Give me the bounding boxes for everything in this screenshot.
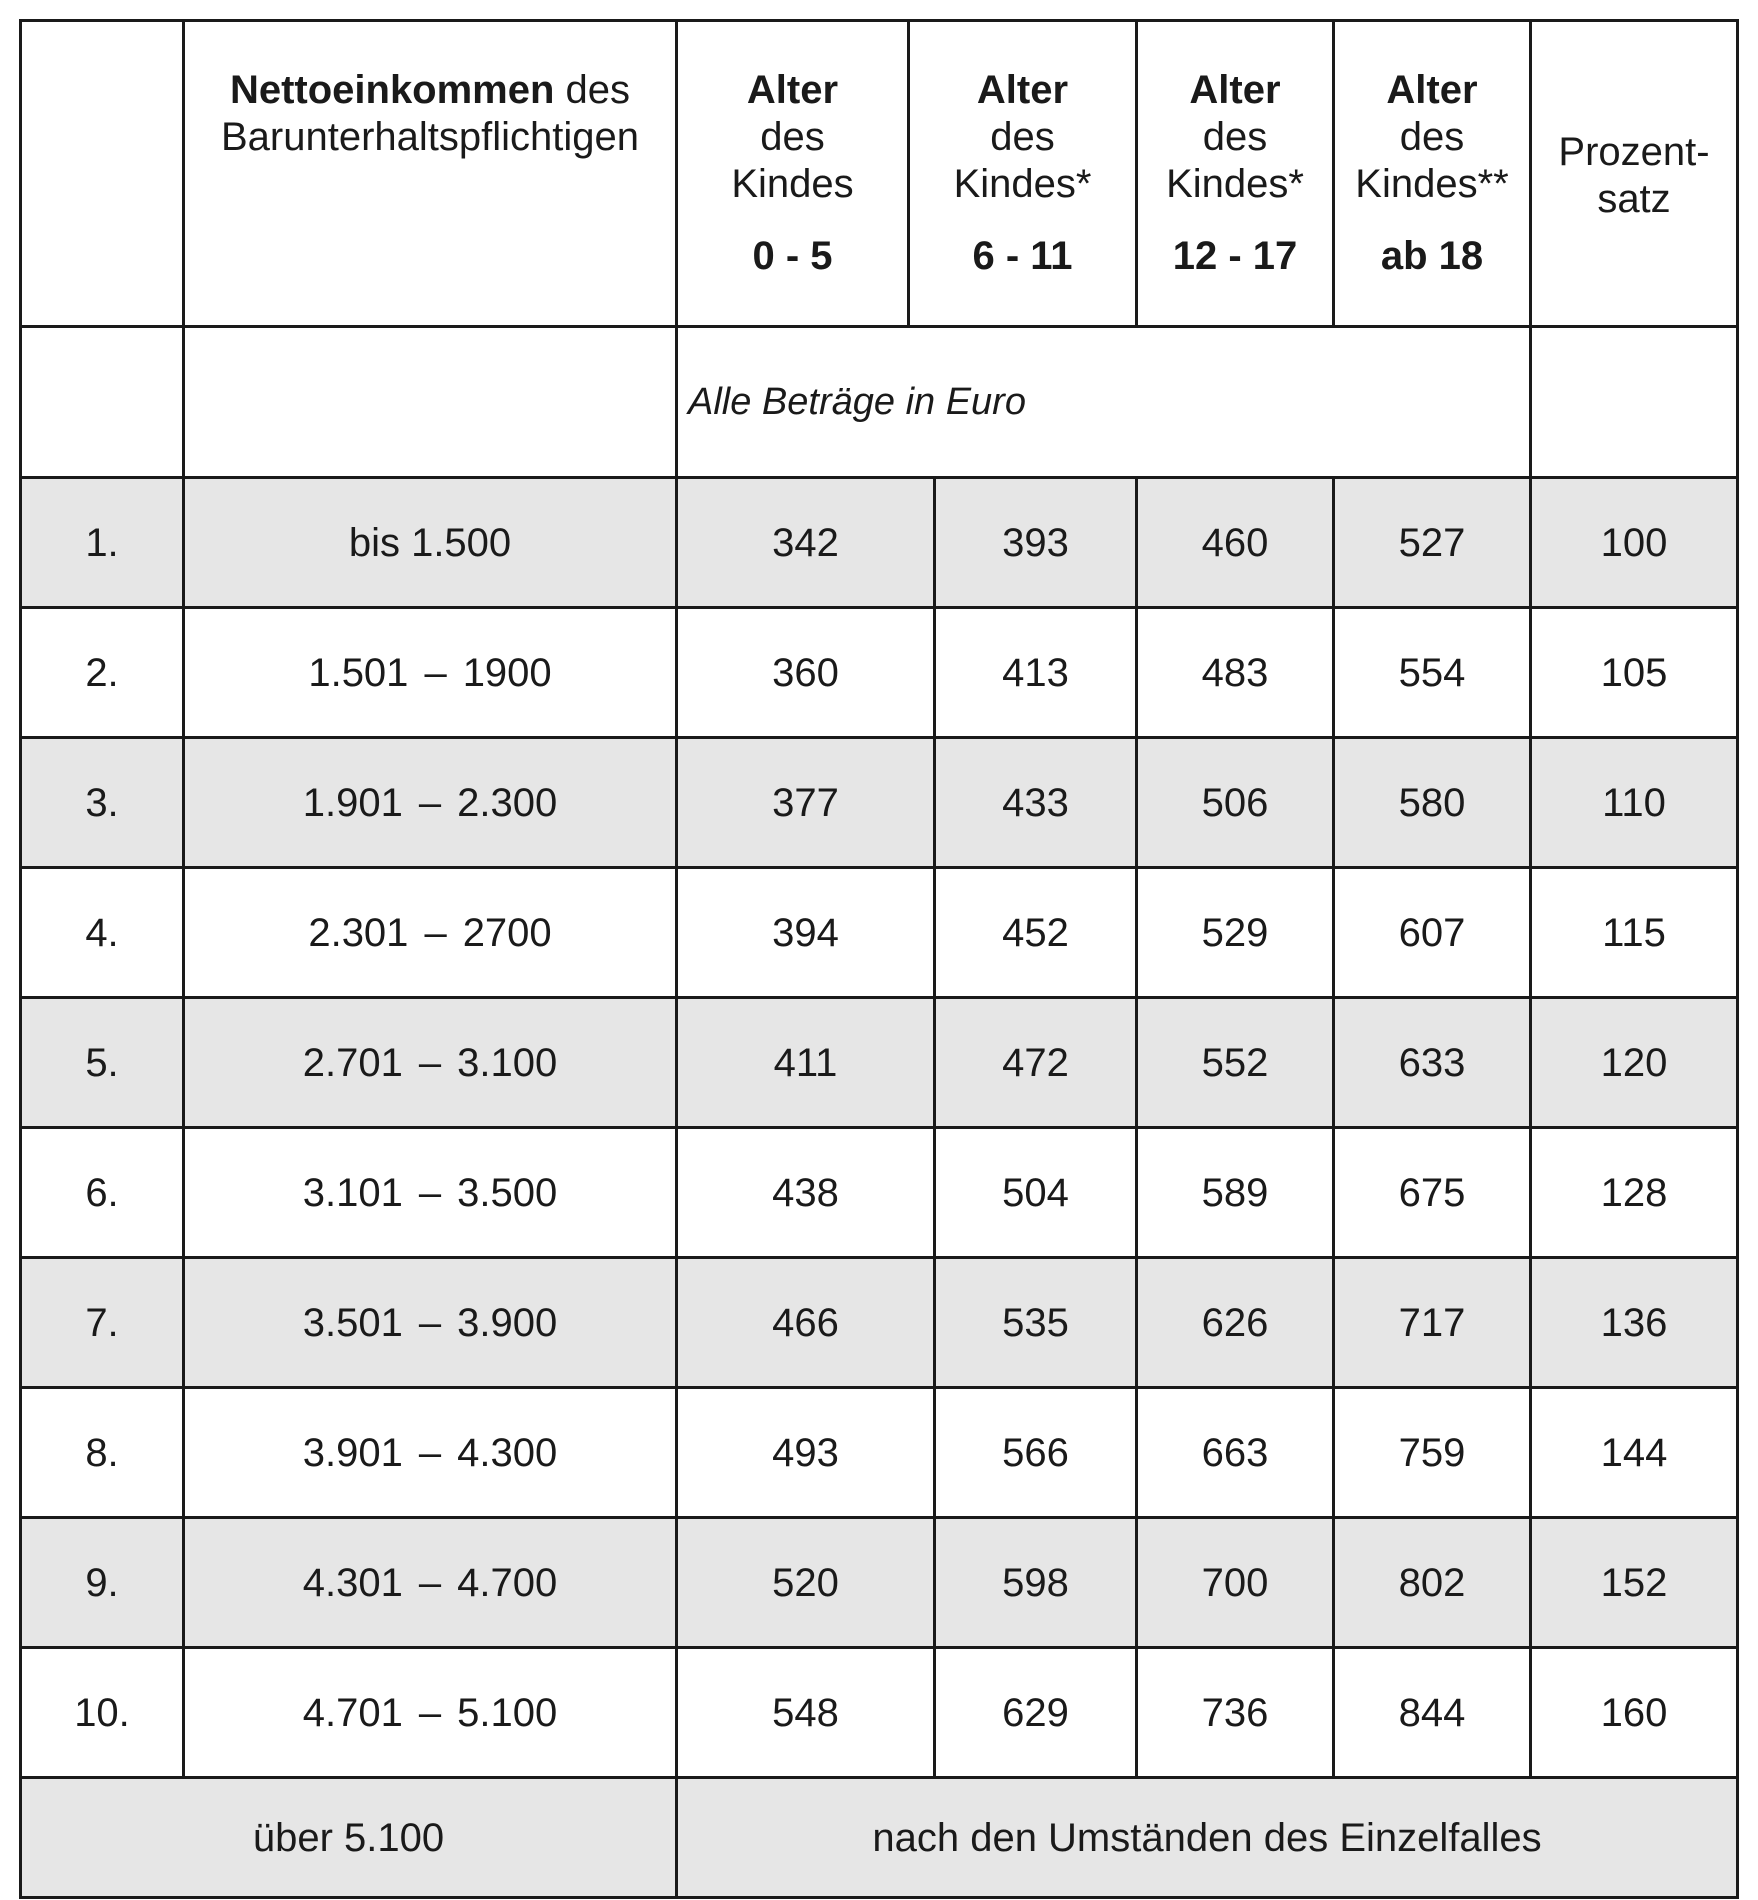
- income-range: [185, 1129, 675, 1256]
- percent-value: 120: [1600, 1040, 1668, 1085]
- row-number: 7.: [85, 1300, 119, 1345]
- value-age-12-17: 700: [1201, 1560, 1269, 1605]
- income-from: 3.901: [302, 1430, 403, 1475]
- income-range: [185, 739, 675, 866]
- percent-value: 105: [1600, 650, 1668, 695]
- age-range: 12 - 17: [1172, 234, 1298, 278]
- income-header-line2: Barunterhaltspflichtigen: [220, 115, 640, 159]
- income-from: 3.501: [302, 1300, 403, 1345]
- value-age-ab-18: 633: [1398, 1040, 1466, 1085]
- value-age-12-17: 552: [1201, 1040, 1269, 1085]
- age-header-line3: Kindes: [731, 162, 854, 206]
- percent-value: 128: [1600, 1170, 1668, 1215]
- income-from: 2.701: [302, 1040, 403, 1085]
- income-to: 4.700: [457, 1560, 558, 1605]
- range-dash: –: [424, 650, 447, 695]
- age-header-6-11: [910, 67, 1135, 280]
- age-header-line2: des: [1202, 115, 1268, 159]
- row-number: 2.: [85, 650, 119, 695]
- income-from: 2.301: [308, 910, 409, 955]
- row-number: 8.: [85, 1430, 119, 1475]
- income-from: 4.301: [302, 1560, 403, 1605]
- income-to: 3.900: [457, 1300, 558, 1345]
- age-range: 0 - 5: [752, 234, 833, 278]
- age-range: ab 18: [1380, 234, 1484, 278]
- percent-value: 115: [1602, 910, 1666, 955]
- value-age-6-11: 413: [1002, 650, 1069, 695]
- row-number: 9.: [85, 1560, 119, 1605]
- income-to: 2700: [462, 910, 552, 955]
- row-number: 6.: [85, 1170, 119, 1215]
- income-to: 2.300: [457, 780, 558, 825]
- income-header-bold: Nettoeinkommen: [229, 68, 555, 112]
- value-age-0-5: 377: [772, 780, 839, 825]
- income-to: 1900: [462, 650, 552, 695]
- percent-value: 152: [1600, 1560, 1668, 1605]
- value-age-ab-18: 554: [1398, 650, 1466, 695]
- range-dash: –: [418, 780, 442, 825]
- value-age-6-11: 598: [1002, 1560, 1069, 1605]
- range-dash: –: [418, 1040, 442, 1085]
- age-header-line2: des: [1399, 115, 1465, 159]
- value-age-12-17: 626: [1201, 1300, 1269, 1345]
- income-range: [185, 999, 675, 1126]
- age-header-line1: Alter: [1189, 68, 1281, 112]
- income-to: 3.500: [457, 1170, 558, 1215]
- age-header-ab-18: [1335, 67, 1529, 280]
- age-header-line1: Alter: [1386, 68, 1478, 112]
- income-to: 5.100: [457, 1690, 558, 1735]
- income-range: bis 1.500: [348, 520, 512, 565]
- percent-header-line1: Prozent-: [1558, 130, 1710, 174]
- income-range: [185, 609, 675, 736]
- age-header-line3: Kindes*: [953, 162, 1092, 206]
- income-header-rest: des: [554, 68, 631, 112]
- row-number: 3.: [85, 780, 119, 825]
- income-from: 1.501: [308, 650, 409, 695]
- footer-note: nach den Umständen des Einzelfalles: [872, 1815, 1542, 1860]
- income-from: 4.701: [302, 1690, 403, 1735]
- value-age-6-11: 535: [1002, 1300, 1069, 1345]
- value-age-0-5: 342: [772, 520, 839, 565]
- value-age-12-17: 529: [1201, 910, 1269, 955]
- percent-value: 144: [1600, 1430, 1668, 1475]
- value-age-12-17: 736: [1201, 1690, 1269, 1735]
- range-dash: –: [424, 910, 447, 955]
- row-number: 1.: [85, 520, 119, 565]
- value-age-ab-18: 580: [1398, 780, 1466, 825]
- value-age-0-5: 438: [772, 1170, 839, 1215]
- income-header: [185, 67, 675, 161]
- age-header-line3: Kindes*: [1166, 162, 1304, 206]
- value-age-12-17: 663: [1201, 1430, 1269, 1475]
- value-age-0-5: 394: [772, 910, 839, 955]
- row-number: 5.: [85, 1040, 119, 1085]
- percent-header-line2: satz: [1597, 177, 1671, 221]
- age-header-line1: Alter: [976, 68, 1069, 112]
- value-age-12-17: 460: [1201, 520, 1269, 565]
- value-age-ab-18: 759: [1398, 1430, 1466, 1475]
- percent-value: 110: [1602, 780, 1666, 825]
- age-header-line3: Kindes**: [1355, 162, 1509, 206]
- rule: [19, 1896, 1739, 1899]
- value-age-ab-18: 527: [1398, 520, 1466, 565]
- currency-note: Alle Beträge in Euro: [688, 381, 1026, 423]
- value-age-0-5: 466: [772, 1300, 839, 1345]
- value-age-6-11: 566: [1002, 1430, 1069, 1475]
- value-age-ab-18: 675: [1398, 1170, 1466, 1215]
- value-age-ab-18: 844: [1398, 1690, 1466, 1735]
- range-dash: –: [418, 1430, 442, 1475]
- percent-value: 100: [1600, 520, 1668, 565]
- age-header-0-5: [678, 67, 907, 280]
- rule: [19, 19, 1739, 22]
- percent-header: [1532, 129, 1736, 223]
- percent-value: 136: [1600, 1300, 1668, 1345]
- income-from: 3.101: [302, 1170, 403, 1215]
- age-range: 6 - 11: [972, 234, 1073, 278]
- age-header-line2: des: [760, 115, 825, 159]
- unterhalt-table: [19, 19, 1739, 1899]
- value-age-0-5: 411: [773, 1040, 838, 1085]
- value-age-6-11: 472: [1002, 1040, 1069, 1085]
- range-dash: –: [418, 1690, 442, 1735]
- value-age-6-11: 452: [1002, 910, 1069, 955]
- value-age-6-11: 393: [1002, 520, 1069, 565]
- income-range: [185, 869, 675, 996]
- rule: [1736, 19, 1739, 1899]
- income-range: [185, 1389, 675, 1516]
- range-dash: –: [418, 1300, 442, 1345]
- row-number: 10.: [74, 1690, 130, 1735]
- age-header-12-17: [1138, 67, 1332, 280]
- income-range: [185, 1649, 675, 1776]
- value-age-6-11: 433: [1002, 780, 1069, 825]
- age-header-line2: des: [990, 115, 1055, 159]
- value-age-ab-18: 607: [1398, 910, 1466, 955]
- income-to: 3.100: [457, 1040, 558, 1085]
- range-dash: –: [418, 1170, 442, 1215]
- value-age-12-17: 483: [1201, 650, 1269, 695]
- range-dash: –: [418, 1560, 442, 1605]
- footer-income: über 5.100: [252, 1815, 445, 1860]
- value-age-6-11: 629: [1002, 1690, 1069, 1735]
- value-age-ab-18: 802: [1398, 1560, 1466, 1605]
- income-to: 4.300: [457, 1430, 558, 1475]
- value-age-0-5: 360: [772, 650, 839, 695]
- income-range: [185, 1259, 675, 1386]
- value-age-0-5: 493: [772, 1430, 839, 1475]
- value-age-6-11: 504: [1002, 1170, 1069, 1215]
- value-age-12-17: 506: [1201, 780, 1269, 825]
- percent-value: 160: [1600, 1690, 1668, 1735]
- value-age-0-5: 548: [772, 1690, 839, 1735]
- value-age-0-5: 520: [772, 1560, 839, 1605]
- value-age-ab-18: 717: [1398, 1300, 1466, 1345]
- income-range: [185, 1519, 675, 1646]
- age-header-line1: Alter: [746, 68, 839, 112]
- value-age-12-17: 589: [1201, 1170, 1269, 1215]
- income-from: 1.901: [302, 780, 403, 825]
- row-number: 4.: [85, 910, 119, 955]
